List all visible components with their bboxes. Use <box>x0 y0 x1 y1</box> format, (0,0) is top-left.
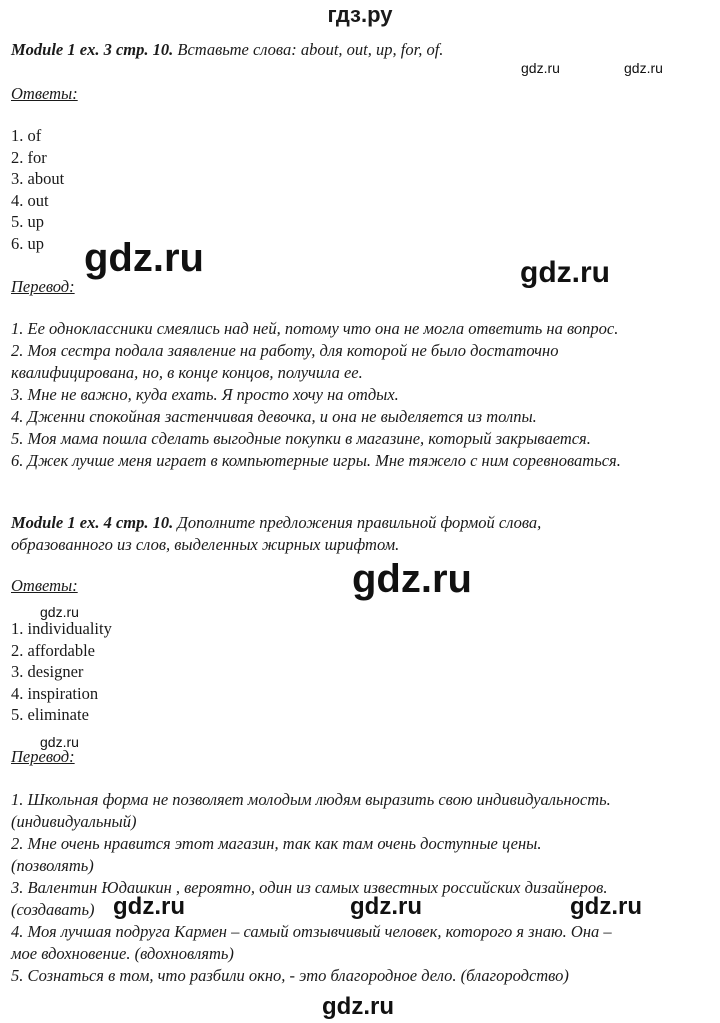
list-item: 3. designer <box>11 662 84 682</box>
list-item: 1. of <box>11 126 42 145</box>
list-item: 1. Школьная форма не позволяет молодым людям выразить свою индивидуальность. <box>11 790 611 809</box>
watermark: gdz.ru <box>570 893 642 920</box>
list-item: 5. eliminate <box>11 705 89 725</box>
list-item: 6. up <box>11 233 44 253</box>
list-item: 6. Джек лучше меня играет в компьютерные игры. Мне тяжело с ним соревноваться. <box>11 451 621 470</box>
list-item: 4. Моя лучшая подруга Кармен – самый отзывчивый человек, которого я знаю. Она – <box>11 922 612 941</box>
list-item: 2. for <box>11 147 47 167</box>
ex3-answers-list <box>11 125 64 255</box>
watermark: gdz.ru <box>624 60 663 76</box>
list-item: (создавать) <box>11 900 95 919</box>
list-item: 5. Моя мама пошла сделать выгодные покупки в магазине, который закрывается. <box>11 429 591 448</box>
list-item: (позволять) <box>11 856 94 875</box>
ex4-answers-list <box>11 618 112 726</box>
list-item: 4. inspiration <box>11 683 99 703</box>
ex4-answers-heading: Ответы: <box>11 576 78 595</box>
list-item: мое вдохновение. (вдохновлять) <box>11 944 234 963</box>
list-item: 1. Ее одноклассники смеялись над ней, потому что она не могла ответить на вопрос. <box>11 319 619 338</box>
ex3-translation-heading: Перевод: <box>11 277 75 296</box>
watermark: gdz.ru <box>352 557 472 601</box>
site-header: гдз.ру <box>327 2 393 27</box>
list-item: 4. Дженни спокойная застенчивая девочка, и она не выделяется из толпы. <box>11 407 537 426</box>
watermark: gdz.ru <box>520 256 610 289</box>
watermark: gdz.ru <box>40 734 79 750</box>
list-item: 2. Мне очень нравится этот магазин, так как там очень доступные цены. <box>11 834 542 853</box>
list-item: 2. affordable <box>11 640 95 660</box>
list-item: 3. about <box>11 169 65 189</box>
watermark: gdz.ru <box>350 893 422 920</box>
ex3-instruction: Вставьте слова: about, out, up, for, of. <box>173 40 444 59</box>
list-item: 5. up <box>11 212 44 232</box>
list-item: 4. out <box>11 190 49 210</box>
watermark: gdz.ru <box>40 604 79 620</box>
watermark: gdz.ru <box>113 893 185 920</box>
ex4-label: Module 1 ex. 4 стр. 10. <box>11 513 174 532</box>
ex3-answers-heading: Ответы: <box>11 84 78 103</box>
ex3-translation-list <box>11 318 621 472</box>
ex4-instruction-line2: образованного из слов, выделенных жирных шрифтом. <box>11 535 400 554</box>
list-item: 3. Валентин Юдашкин , вероятно, один из самых известных российских дизайнеров. <box>11 878 608 897</box>
list-item: 5. Сознаться в том, что разбили окно, - это благородное дело. (благородство) <box>11 966 569 985</box>
ex4-task <box>11 512 541 556</box>
ex3-task <box>11 39 443 61</box>
list-item: (индивидуальный) <box>11 812 137 831</box>
list-item: 2. Моя сестра подала заявление на работу, для которой не было достаточно <box>11 341 559 360</box>
watermark: gdz.ru <box>521 60 560 76</box>
watermark: gdz.ru <box>322 993 394 1020</box>
watermark: gdz.ru <box>84 236 204 280</box>
list-item: квалифицирована, но, в конце концов, получила ее. <box>11 363 363 382</box>
list-item: 3. Мне не важно, куда ехать. Я просто хочу на отдых. <box>11 385 399 404</box>
ex4-translation-list <box>11 789 612 987</box>
list-item: 1. individuality <box>11 619 112 638</box>
ex4-instruction-line1: Дополните предложения правильной формой слова, <box>173 513 542 532</box>
ex4-translation-heading: Перевод: <box>11 747 75 766</box>
ex3-label: Module 1 ex. 3 стр. 10. <box>11 40 174 59</box>
